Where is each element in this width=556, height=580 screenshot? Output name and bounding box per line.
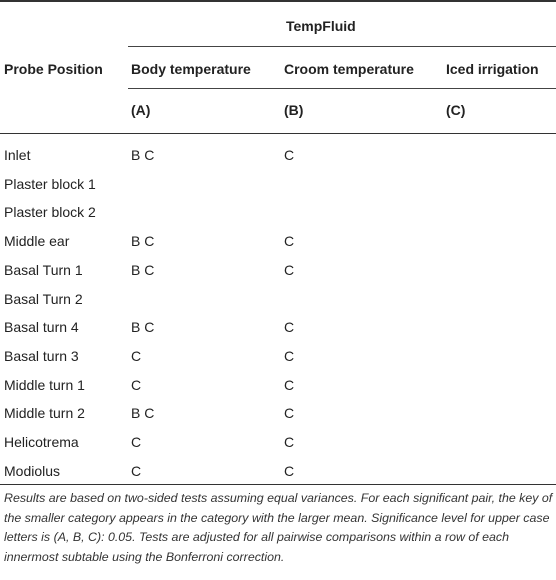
header-bottom-rule xyxy=(0,133,556,134)
probe-position: Middle turn 2 xyxy=(4,405,85,421)
body-temperature-value: C xyxy=(131,348,142,364)
probe-position: Plaster block 2 xyxy=(4,204,96,220)
col-header-croom-temperature: Croom temperature xyxy=(284,61,414,77)
croom-temperature-value: C xyxy=(284,262,295,278)
croom-temperature-value: C xyxy=(284,377,295,393)
table-footnote: Results are based on two-sided tests assuming equal variances. For each significant pair, the key of the smaller category appears in the category with the larger mean. Significance level for upper case letters is (A, B, C): 0.05. Tests are adjusted for all pairwise comparisons within a row of each innermost subtable using the Bonferroni correction. xyxy=(4,491,553,564)
probe-position: Basal turn 4 xyxy=(4,319,79,335)
probe-position: Middle ear xyxy=(4,233,70,249)
col-header-body-temperature: Body temperature xyxy=(131,61,251,77)
probe-position: Plaster block 1 xyxy=(4,176,96,192)
probe-position: Inlet xyxy=(4,147,31,163)
col-header-probe-position: Probe Position xyxy=(4,61,103,77)
body-temperature-value: C xyxy=(131,463,142,479)
body-temperature-value: C xyxy=(131,377,142,393)
probe-position: Modiolus xyxy=(4,463,61,479)
probe-position: Middle turn 1 xyxy=(4,377,85,393)
croom-temperature-value: C xyxy=(284,233,295,249)
col-header-iced-irrigation: Iced irrigation xyxy=(446,61,539,77)
croom-temperature-value: C xyxy=(284,348,295,364)
probe-position: Basal Turn 2 xyxy=(4,291,83,307)
body-temperature-value: B C xyxy=(131,262,155,278)
body-temperature-value: B C xyxy=(131,147,155,163)
croom-temperature-value: C xyxy=(284,147,295,163)
probe-position: Basal turn 3 xyxy=(4,348,79,364)
croom-temperature-value: C xyxy=(284,463,295,479)
body-temperature-value: B C xyxy=(131,319,155,335)
col-code-c: (C) xyxy=(446,102,466,118)
group-header-rule xyxy=(128,46,556,47)
body-temperature-value: B C xyxy=(131,405,155,421)
probe-position: Basal Turn 1 xyxy=(4,262,83,278)
group-header: TempFluid xyxy=(286,18,356,34)
body-temperature-value: C xyxy=(131,434,142,450)
probe-position: Helicotrema xyxy=(4,434,79,450)
body-temperature-value: B C xyxy=(131,233,155,249)
table-bottom-rule xyxy=(0,484,556,485)
croom-temperature-value: C xyxy=(284,319,295,335)
col-code-b: (B) xyxy=(284,102,304,118)
col-code-a: (A) xyxy=(131,102,151,118)
croom-temperature-value: C xyxy=(284,434,295,450)
table-top-rule xyxy=(0,0,556,2)
col-header-rule xyxy=(128,88,556,89)
croom-temperature-value: C xyxy=(284,405,295,421)
